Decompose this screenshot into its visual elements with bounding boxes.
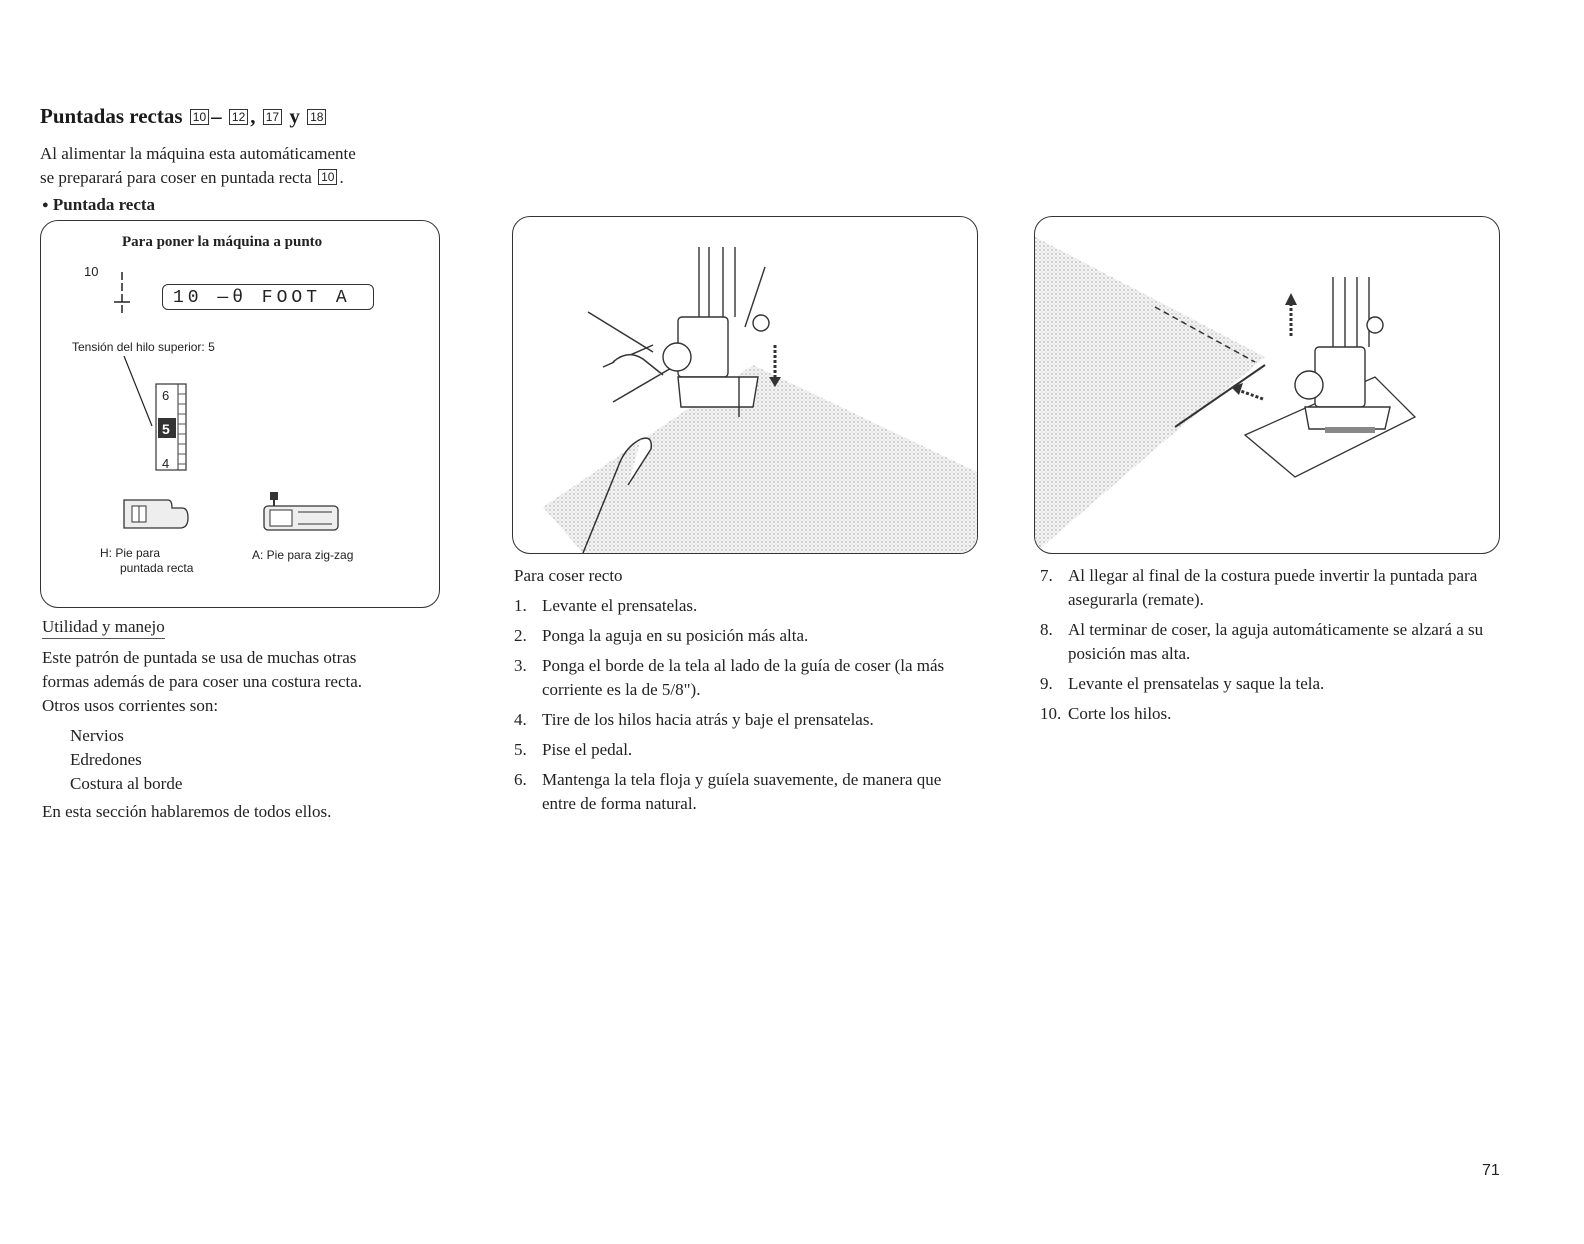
sewing-illustration-2 — [1034, 216, 1500, 554]
step-item — [1040, 672, 1490, 696]
title-comma: , — [250, 104, 256, 128]
steps-heading: Para coser recto — [514, 566, 623, 585]
title-conjunction: y — [289, 104, 300, 128]
title-dash: – — [211, 104, 222, 128]
foot-h-label-line: puntada recta — [120, 561, 194, 575]
foot-h-label — [100, 546, 193, 576]
foot-a-label: A: Pie para zig-zag — [252, 548, 354, 562]
step-number: 2. — [514, 626, 527, 645]
step-item — [1040, 618, 1490, 666]
step-item — [1040, 702, 1490, 726]
pattern-badge: 17 — [263, 109, 282, 125]
page-title — [40, 104, 328, 129]
step-text: Levante el prensatelas y saque la tela. — [1068, 674, 1325, 693]
step-text: Tire de los hilos hacia atrás y baje el prensatelas. — [542, 710, 874, 729]
step-number: 6. — [514, 770, 527, 789]
step-item — [514, 654, 964, 702]
page-number: 71 — [1482, 1162, 1500, 1179]
foot-h-label-line: H: Pie para — [100, 546, 161, 560]
subheading-text: Puntada recta — [52, 195, 156, 214]
pattern-badge: 10 — [190, 109, 209, 125]
step-text: Pise el pedal. — [542, 740, 633, 759]
step-item — [514, 708, 964, 732]
uses-list — [70, 724, 182, 796]
intro-paragraph — [40, 142, 440, 190]
intro-line-text: se preparará para coser en puntada recta — [40, 168, 312, 187]
step-number: 7. — [1040, 566, 1053, 585]
pattern-badge: 12 — [229, 109, 248, 125]
usage-closing: En esta sección hablaremos de todos ellos. — [42, 802, 332, 821]
step-text: Al terminar de coser, la aguja automáticamente se alzará a su posición mas alta. — [1068, 620, 1484, 663]
setup-box-title: Para poner la máquina a punto — [122, 234, 323, 250]
step-item — [1040, 564, 1490, 612]
use-item: Edredones — [70, 750, 142, 769]
step-number: 8. — [1040, 620, 1053, 639]
usage-paragraph — [42, 646, 452, 718]
dial-value: 4 — [162, 456, 170, 471]
tension-dial-icon — [118, 354, 198, 474]
step-number: 1. — [514, 596, 527, 615]
step-text: Levante el prensatelas. — [542, 596, 698, 615]
step-text: Ponga la aguja en su posición más alta. — [542, 626, 809, 645]
step-number: 10. — [1040, 704, 1062, 723]
step-item — [514, 594, 964, 618]
steps-list-right — [1040, 564, 1490, 732]
step-item — [514, 768, 964, 816]
usage-line: Este patrón de puntada se usa de muchas otras — [42, 648, 357, 667]
pattern-badge: 18 — [307, 109, 326, 125]
intro-line — [40, 166, 440, 190]
usage-line: formas además de para coser una costura recta. — [42, 672, 363, 691]
step-text: Mantenga la tela floja y guíela suavemente, de manera que entre de forma natural. — [542, 770, 942, 813]
bullet-icon: ● — [42, 199, 49, 211]
lcd-display: 10 —θ FOOT A — [162, 284, 374, 310]
zigzag-foot-icon — [258, 488, 344, 538]
usage-line: Otros usos corrientes son: — [42, 696, 219, 715]
step-text: Ponga el borde de la tela al lado de la guía de coser (la más corriente es la de 5/8"). — [542, 656, 945, 699]
pattern-badge: 10 — [318, 169, 337, 185]
use-item: Costura al borde — [70, 774, 183, 793]
straight-stitch-icon — [110, 268, 136, 320]
straight-foot-icon — [120, 492, 192, 538]
usage-heading: Utilidad y manejo — [42, 617, 165, 639]
intro-line: Al alimentar la máquina esta automáticamente — [40, 144, 356, 163]
use-item: Nervios — [70, 726, 124, 745]
step-item — [514, 624, 964, 648]
step-number: 9. — [1040, 674, 1053, 693]
title-text: Puntadas rectas — [40, 104, 183, 128]
step-number: 4. — [514, 710, 527, 729]
dial-value-selected: 5 — [162, 421, 170, 437]
sewing-reverse-illustration — [1035, 217, 1499, 553]
pattern-number: 10 — [84, 264, 99, 279]
step-number: 3. — [514, 656, 527, 675]
sewing-forward-illustration — [513, 217, 977, 553]
intro-period: . — [339, 168, 344, 187]
section-subheading — [42, 195, 155, 215]
steps-list-left — [514, 594, 964, 822]
tension-label: Tensión del hilo superior: 5 — [72, 340, 215, 354]
step-item — [514, 738, 964, 762]
dial-value: 6 — [162, 388, 170, 403]
step-number: 5. — [514, 740, 527, 759]
sewing-illustration-1 — [512, 216, 978, 554]
step-text: Corte los hilos. — [1068, 704, 1172, 723]
step-text: Al llegar al final de la costura puede invertir la puntada para asegurarla (remate). — [1068, 566, 1478, 609]
